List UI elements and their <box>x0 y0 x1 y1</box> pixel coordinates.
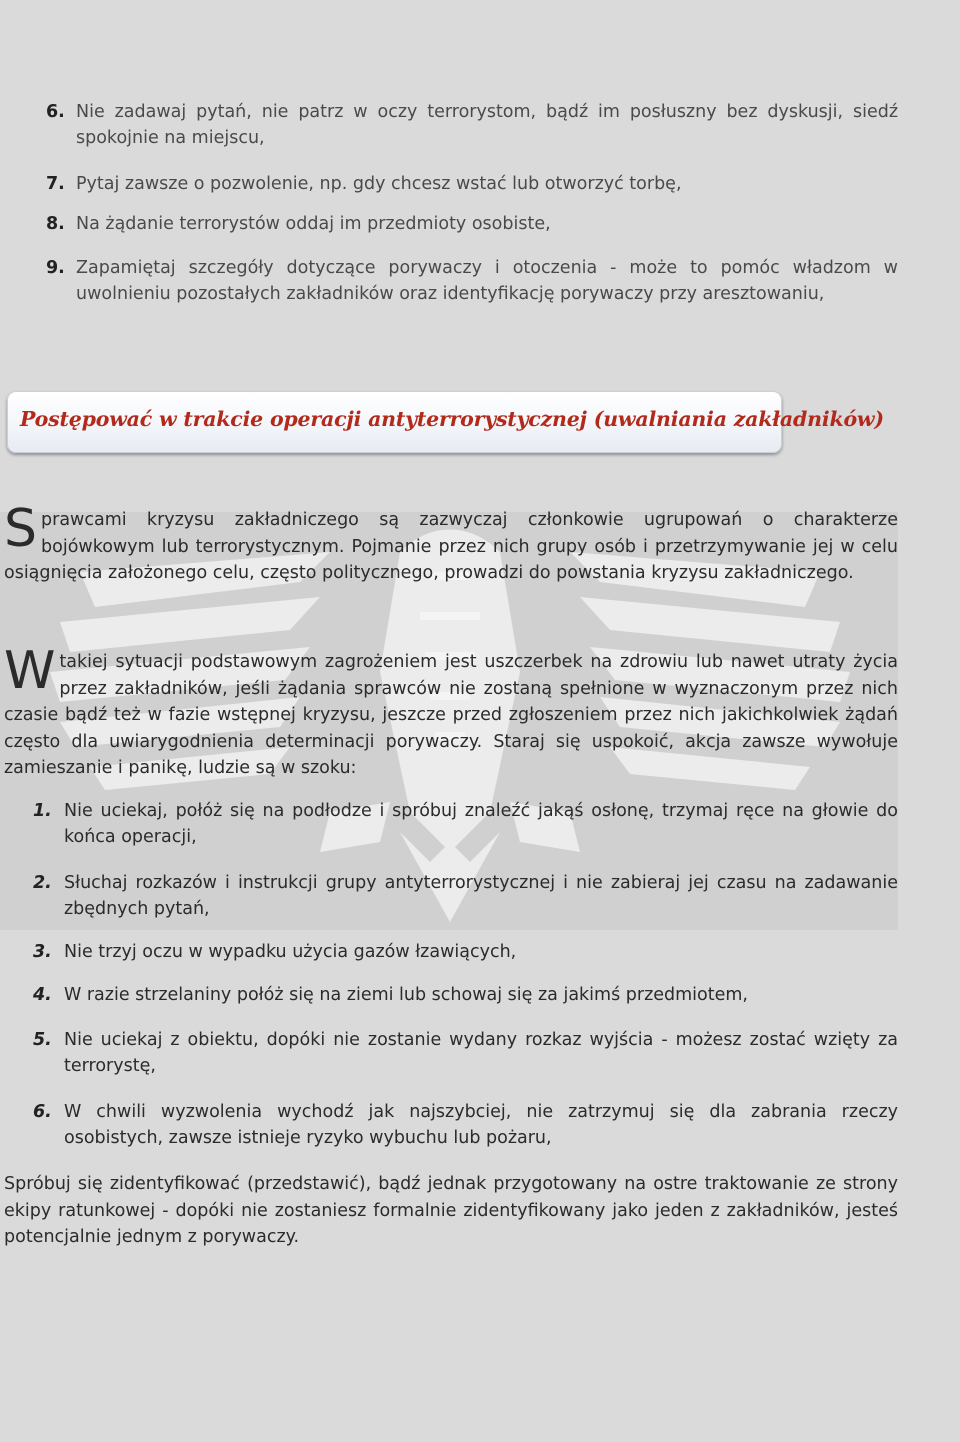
list-item <box>33 1027 898 1079</box>
list-item-number: 5. <box>33 1030 52 1050</box>
drop-cap: W <box>4 641 56 701</box>
list-item-text: Na żądanie terrorystów oddaj im przedmioty osobiste, <box>76 214 551 234</box>
list-item <box>33 798 898 850</box>
section-heading: Postępować w trakcie operacji antyterrorystycznej (uwalniania zakładników) <box>20 407 884 431</box>
list-item <box>46 171 898 197</box>
list-item-text: Pytaj zawsze o pozwolenie, np. gdy chcesz wstać lub otworzyć torbę, <box>76 174 682 194</box>
list-item-number: 9. <box>46 258 65 278</box>
list-item-text: W chwili wyzwolenia wychodź jak najszybciej, nie zatrzymuj się dla zabrania rzeczy osobistych, zawsze istnieje ryzyko wybuchu lub pożaru, <box>64 1102 898 1148</box>
list-item <box>33 1099 898 1151</box>
list-item <box>33 939 898 965</box>
list-item-number: 1. <box>33 801 52 821</box>
list-item-number: 8. <box>46 214 65 234</box>
list-item <box>33 982 898 1008</box>
list-item-text: Nie zadawaj pytań, nie patrz w oczy terrorystom, bądź im posłuszny bez dyskusji, siedź spokojnie na miejscu, <box>76 102 898 148</box>
paragraph-text: Spróbuj się zidentyfikować (przedstawić), bądź jednak przygotowany na ostre traktowanie ze strony ekipy ratunkowej - dopóki nie zostaniesz formalnie zidentyfikowany jako jeden z zakładników, jesteś potencjalnie jednym z porywaczy. <box>4 1174 898 1247</box>
drop-cap: S <box>4 499 38 559</box>
list-item <box>46 211 898 237</box>
paragraph-intro <box>4 499 898 587</box>
list-item-text: W razie strzelaniny połóż się na ziemi lub schowaj się za jakimś przedmiotem, <box>64 985 748 1005</box>
list-item <box>33 870 898 922</box>
section-heading-banner <box>7 391 884 453</box>
list-item-text: Nie uciekaj z obiektu, dopóki nie zostanie wydany rozkaz wyjścia - możesz zostać wzięty za terrorystę, <box>64 1030 898 1076</box>
list-item-number: 7. <box>46 174 65 194</box>
list-item-number: 4. <box>33 985 52 1005</box>
list-item-text: Nie uciekaj, połóż się na podłodze i spróbuj znaleźć jakąś osłonę, trzymaj ręce na głowie do końca operacji, <box>64 801 898 847</box>
paragraph-text: takiej sytuacji podstawowym zagrożeniem jest uszczerbek na zdrowiu lub nawet utraty życia przez zakładników, jeśli żądania sprawców nie zostaną spełnione w wyznaczonym przez nich czasie bądź też w fazie wstępnej kryzysu, jeszcze przed zgłoszeniem przez nich jakichkolwiek żądań często dla uwiarygodnienia determinacji porywaczy. Staraj się uspokoić, akcja zawsze wywołuje zamieszanie i panikę, ludzie są w szoku: <box>4 652 898 778</box>
paragraph-closing <box>4 1171 898 1251</box>
paragraph-threat <box>4 641 898 782</box>
list-item-number: 6. <box>33 1102 52 1122</box>
list-item-text: Nie trzyj oczu w wypadku użycia gazów łzawiących, <box>64 942 517 962</box>
list-item-text: Słuchaj rozkazów i instrukcji grupy antyterrorystycznej i nie zabieraj jej czasu na zadawanie zbędnych pytań, <box>64 873 898 919</box>
list-item-number: 6. <box>46 102 65 122</box>
list-item-text: Zapamiętaj szczegóły dotyczące porywaczy i otoczenia - może to pomóc władzom w uwolnieniu pozostałych zakładników oraz identyfikację porywaczy przy aresztowaniu, <box>76 258 898 304</box>
list-item <box>46 99 898 151</box>
list-item <box>46 255 898 307</box>
list-item-number: 3. <box>33 942 52 962</box>
paragraph-text: prawcami kryzysu zakładniczego są zazwyczaj członkowie ugrupowań o charakterze bojówkowym lub terrorystycznym. Pojmanie przez nich grupy osób i przetrzymywanie jej w celu osiągnięcia założonego celu, często politycznego, prowadzi do powstania kryzysu zakładniczego. <box>4 510 898 583</box>
list-item-number: 2. <box>33 873 52 893</box>
